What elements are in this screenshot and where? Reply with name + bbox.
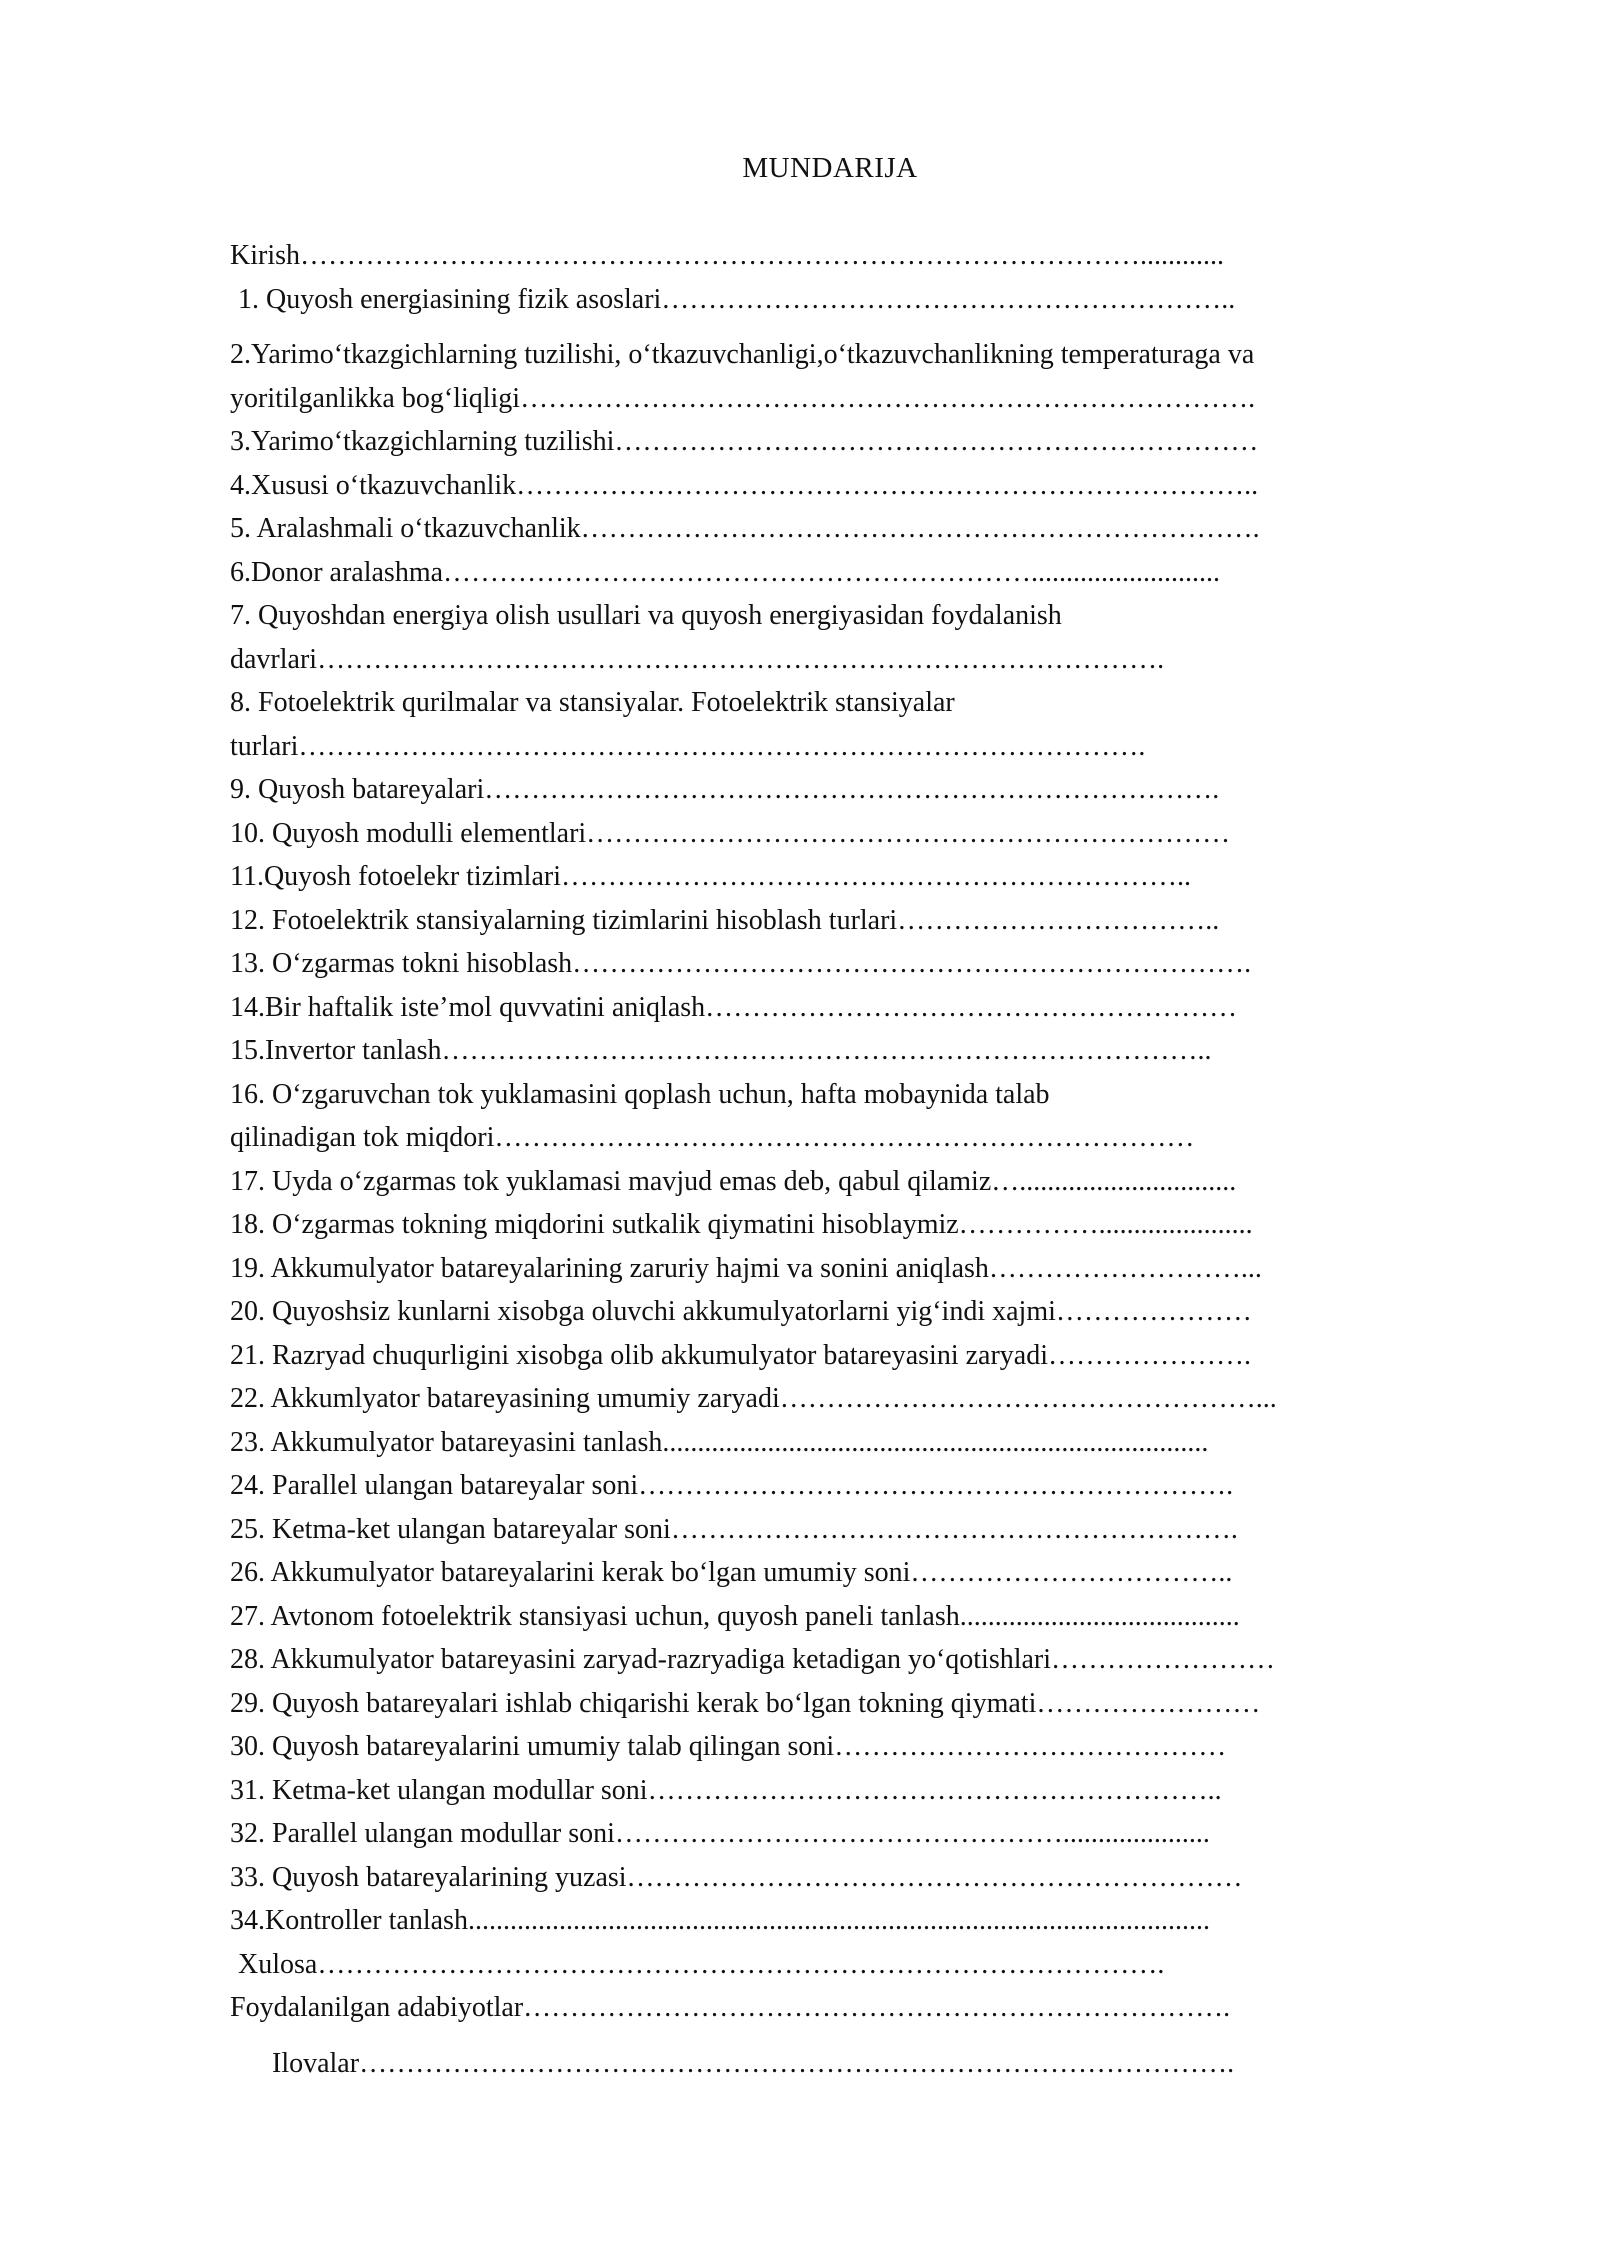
toc-entry: 25. Ketma-ket ulangan batareyalar soni…………………………………………………….: [230, 1513, 1238, 1545]
toc-entry: 30. Quyosh batareyalarini umumiy talab qilingan soni……………………………………: [230, 1731, 1227, 1762]
toc-entry: 23. Akkumulyator batareyasini tanlash..............................................................................: [230, 1426, 1209, 1458]
toc-entry: 33. Quyosh batareyalarining yuzasi…………………………………………………………: [230, 1861, 1243, 1893]
toc-entry: 21. Razryad chuqurligini xisobga olib akkumulyator batareyasini zaryadi………………….: [230, 1339, 1251, 1371]
toc-entry: Foydalanilgan adabiyotlar………………………………………………………………….: [230, 1992, 1231, 2023]
toc-entry: qilinadigan tok miqdori…………………………………………………………………: [230, 1122, 1195, 1153]
toc-entry: 2.Yarimo‘tkazgichlarning tuzilishi, o‘tkazuvchanligi,o‘tkazuvchanlikning temperaturaga va: [230, 339, 1255, 370]
toc-entry: 31. Ketma-ket ulangan modullar soni……………………………………………………..: [230, 1774, 1222, 1806]
toc-entry: 18. O‘zgarmas tokning miqdorini sutkalik qiymatini hisoblaymiz……………......................: [230, 1209, 1253, 1240]
toc-entry: 12. Fotoelektrik stansiyalarning tizimlarini hisoblash turlari……………………………..: [230, 904, 1220, 936]
toc-entry: 26. Akkumulyator batareyalarini kerak bo‘lgan umumiy soni……………………………..: [230, 1557, 1233, 1588]
toc-entry: 32. Parallel ulangan modullar soni………………………………………….....................: [230, 1818, 1210, 1849]
toc-entry: 7. Quyoshdan energiya olish usullari va quyosh energiyasidan foydalanish: [230, 600, 1062, 631]
toc-entry: 5. Aralashmali o‘tkazuvchanlik……………………………………………………………….: [230, 513, 1260, 544]
toc-entry: 1. Quyosh energiasining fizik asoslari……………………………………………………..: [238, 283, 1236, 315]
toc-entry: turlari……………………………………………………………………………….: [230, 730, 1146, 762]
toc-entry: 3.Yarimo‘tkazgichlarning tuzilishi……………………………………………………………: [230, 426, 1259, 457]
toc-entry: 20. Quyoshsiz kunlarni xisobga oluvchi akkumulyatorlarni yig‘indi xajmi…………………: [230, 1296, 1252, 1327]
toc-entry: 16. O‘zgaruvchan tok yuklamasini qoplash uchun, hafta mobaynida talab: [230, 1078, 1050, 1110]
toc-entry: 17. Uyda o‘zgarmas tok yuklamasi mavjud emas deb, qabul qilamiz…...............................: [230, 1165, 1237, 1197]
toc-entry: 10. Quyosh modulli elementlari……………………………………………………………: [230, 817, 1231, 849]
toc-entry: 28. Akkumulyator batareyasini zaryad-razryadiga ketadigan yo‘qotishlari……………………: [230, 1644, 1276, 1675]
toc-entry: 8. Fotoelektrik qurilmalar va stansiyalar. Fotoelektrik stansiyalar: [230, 687, 955, 718]
toc-entry: 19. Akkumulyator batareyalarining zaruriy hajmi va sonini aniqlash………………………...: [230, 1252, 1262, 1284]
toc-entry: 24. Parallel ulangan batareyalar soni……………………………………………………….: [230, 1470, 1234, 1501]
toc-entry: Kirish………………………………………………………………………………............: [230, 240, 1224, 271]
table-of-contents: [230, 234, 1470, 2085]
toc-entry: yoritilganlikka bog‘liqligi…………………………………………………………………….: [230, 382, 1256, 414]
toc-entry: 13. O‘zgarmas tokni hisoblash……………………………………………………………….: [230, 948, 1252, 979]
toc-entry: Xulosa……………………………………………………………………………….: [238, 1948, 1165, 1980]
toc-entry: Ilovalar………………………………………………………………………………….: [272, 2047, 1235, 2079]
toc-entry: 34.Kontroller tanlash..........................................................................................................: [230, 1905, 1210, 1936]
toc-entry: 27. Avtonom fotoelektrik stansiyasi uchun, quyosh paneli tanlash........................................: [230, 1600, 1240, 1632]
toc-entry: 29. Quyosh batareyalari ishlab chiqarishi kerak bo‘lgan tokning qiymati……………………: [230, 1687, 1261, 1719]
toc-entry: 9. Quyosh batareyalari…………………………………………………………………….: [230, 774, 1220, 805]
page-title: MUNDARIJA: [742, 152, 918, 184]
toc-entry: 4.Xususi o‘tkazuvchanlik……………………………………………………………………..: [230, 469, 1259, 501]
toc-entry: 14.Bir haftalik iste’mol quvvatini aniqlash…………………………………………………: [230, 991, 1238, 1023]
toc-entry: davrlari……………………………………………………………………………….: [230, 643, 1165, 675]
toc-entry: 22. Akkumlyator batareyasining umumiy zaryadi……………………………………………...: [230, 1383, 1277, 1414]
toc-entry: 15.Invertor tanlash………………………………………………………………………..: [230, 1035, 1212, 1066]
toc-entry: 11.Quyosh fotoelekr tizimlari…………………………………………………………..: [230, 861, 1191, 892]
toc-entry: 6.Donor aralashma………………………………………………………...........................: [230, 556, 1221, 588]
